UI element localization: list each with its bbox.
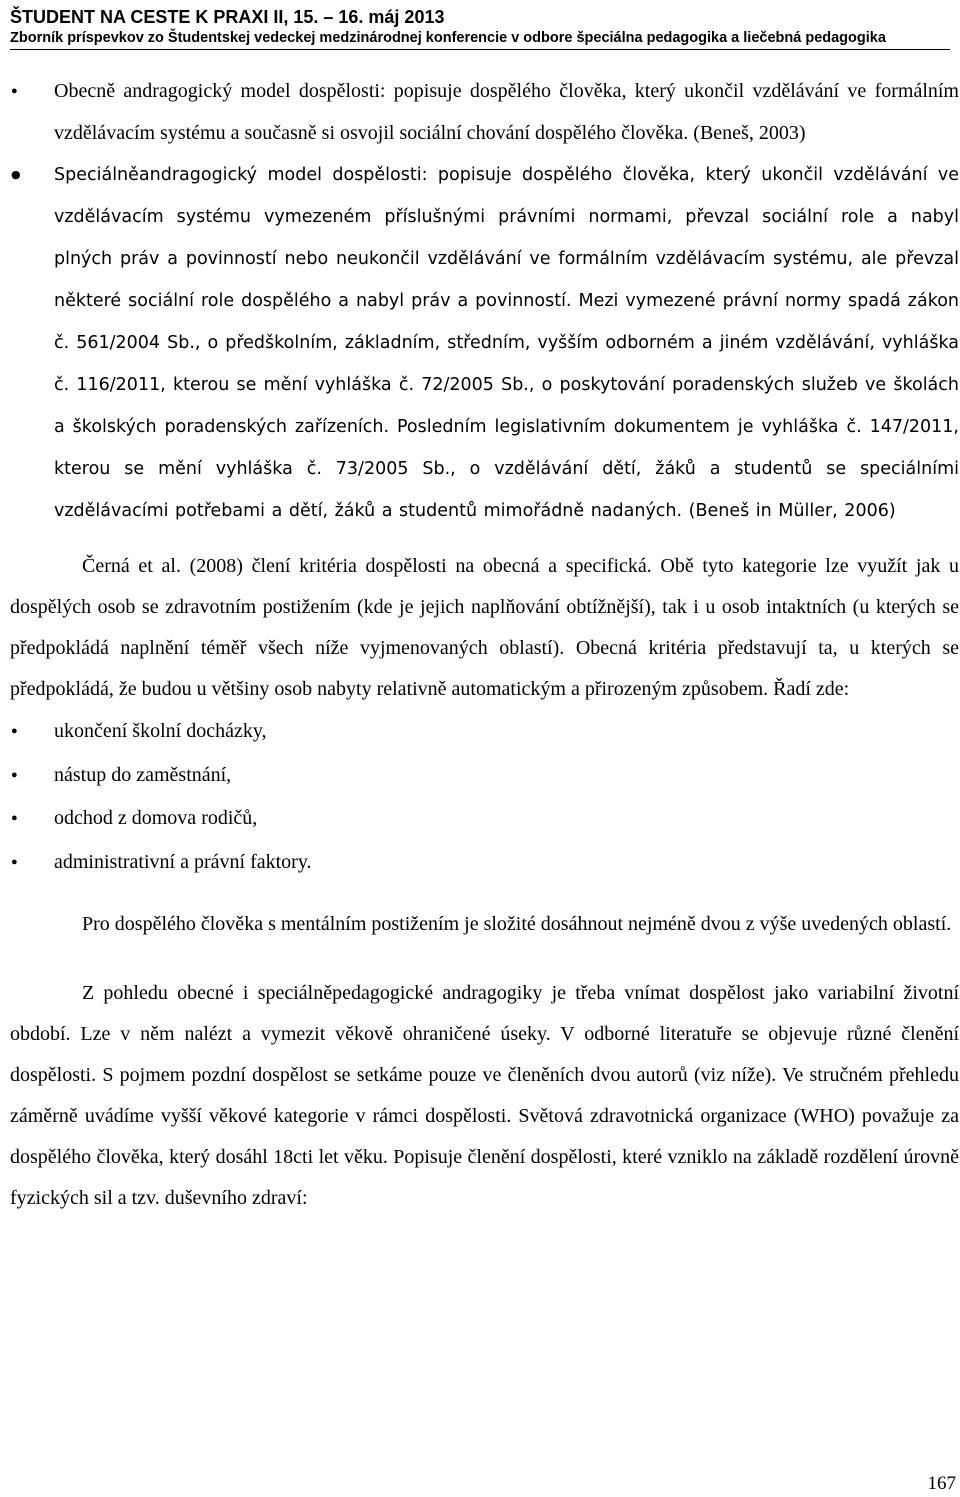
list-item: ● nástup do zaměstnání, bbox=[10, 754, 959, 798]
paragraph-mental-disability: Pro dospělého člověka s mentálním postižením je složité dosáhnout nejméně dvou z výše uvedených oblastí. bbox=[82, 913, 952, 935]
paragraph-adulthood-variability: Z pohledu obecné i speciálněpedagogické andragogiky je třeba vnímat dospělost jako variabilní životní období. Lze v něm nalézt a vymezit věkově ohraničené úseky. V odborné literatuře se objevuje různé členění dospělosti. S pojmem pozdní dospělost se setkáme pouze ve členěních dvou autorů (viz níže). Ve stručném přehledu záměrně uvádíme vyšší věkové kategorie v rámci dospělosti. Světová zdravotnická organizace (WHO) považuje za dospělého člověka, který dosáhl 18cti let věku. Popisuje členění dospělosti, které vzniklo na základě rozdělení úrovně fyzických sil a tzv. duševního zdraví: bbox=[10, 982, 959, 1209]
page-number: 167 bbox=[927, 1473, 956, 1494]
main-content bbox=[10, 70, 959, 1219]
list-item: ● odchod z domova rodičů, bbox=[10, 797, 959, 841]
definition-special-model: ● Speciálněandragogický model dospělosti: popisuje dospělého člověka, který ukončil vzdělávání ve vzdělávacím systému vymezeném příslušnými právními normami, převzal sociální role a nabyl plných práv a povinností nebo neukončil vzdělávání ve formálním vzdělávacím systému, ale převzal některé sociální role dospělého a nabyl práv a povinností. Mezi vymezené právní normy spadá zákon č. 561/2004 Sb., o předškolním, základním, středním, vyšším odborném a jiném vzdělávání, vyhláška č. 116/2011, kterou se mění vyhláška č. 72/2005 Sb., o poskytování poradenských služeb ve školách a školských poradenských zařízeních. Posledním legislativním dokumentem je vyhláška č. 147/2011, kterou se mění vyhláška č. 73/2005 Sb., o vzdělávání dětí, žáků a studentů se speciálními vzdělávacími potřebami a dětí, žáků a studentů mimořádně nadaných. (Beneš in Müller, 2006) bbox=[10, 154, 959, 532]
definitions-list bbox=[10, 70, 959, 532]
conference-title: ŠTUDENT NA CESTE K PRAXI II, 15. – 16. máj 2013 bbox=[10, 7, 445, 27]
list-item: ● administrativní a právní faktory. bbox=[10, 841, 959, 885]
proceedings-subtitle: Zborník príspevkov zo Študentskej vedeckej medzinárodnej konferencie v odbore špeciálna pedagogika a liečebná pedagogika bbox=[10, 30, 886, 46]
header-divider bbox=[10, 49, 950, 50]
definition-general-model: ● Obecně andragogický model dospělosti: popisuje dospělého člověka, který ukončil vzdělávání ve formálním vzdělávacím systému a současně si osvojil sociální chování dospělého člověka. (Beneš, 2003) bbox=[10, 70, 959, 154]
list-item: ● ukončení školní docházky, bbox=[10, 710, 959, 754]
paragraph-criteria: Černá et al. (2008) člení kritéria dospělosti na obecná a specifická. Obě tyto kategorie lze využít jak u dospělých osob se zdravotním postižením (kde je jejich naplňování obtížnější), tak i u osob intaktních (u kterých se předpokládá naplnění téměř všech níže vyjmenovaných oblastí). Obecná kritéria představují ta, u kterých se předpokládá, že budou u většiny osob nabyty relativně automatickým a přirozeným způsobem. Řadí zde: bbox=[10, 555, 959, 700]
criteria-list bbox=[10, 710, 959, 884]
page-header bbox=[10, 6, 950, 50]
